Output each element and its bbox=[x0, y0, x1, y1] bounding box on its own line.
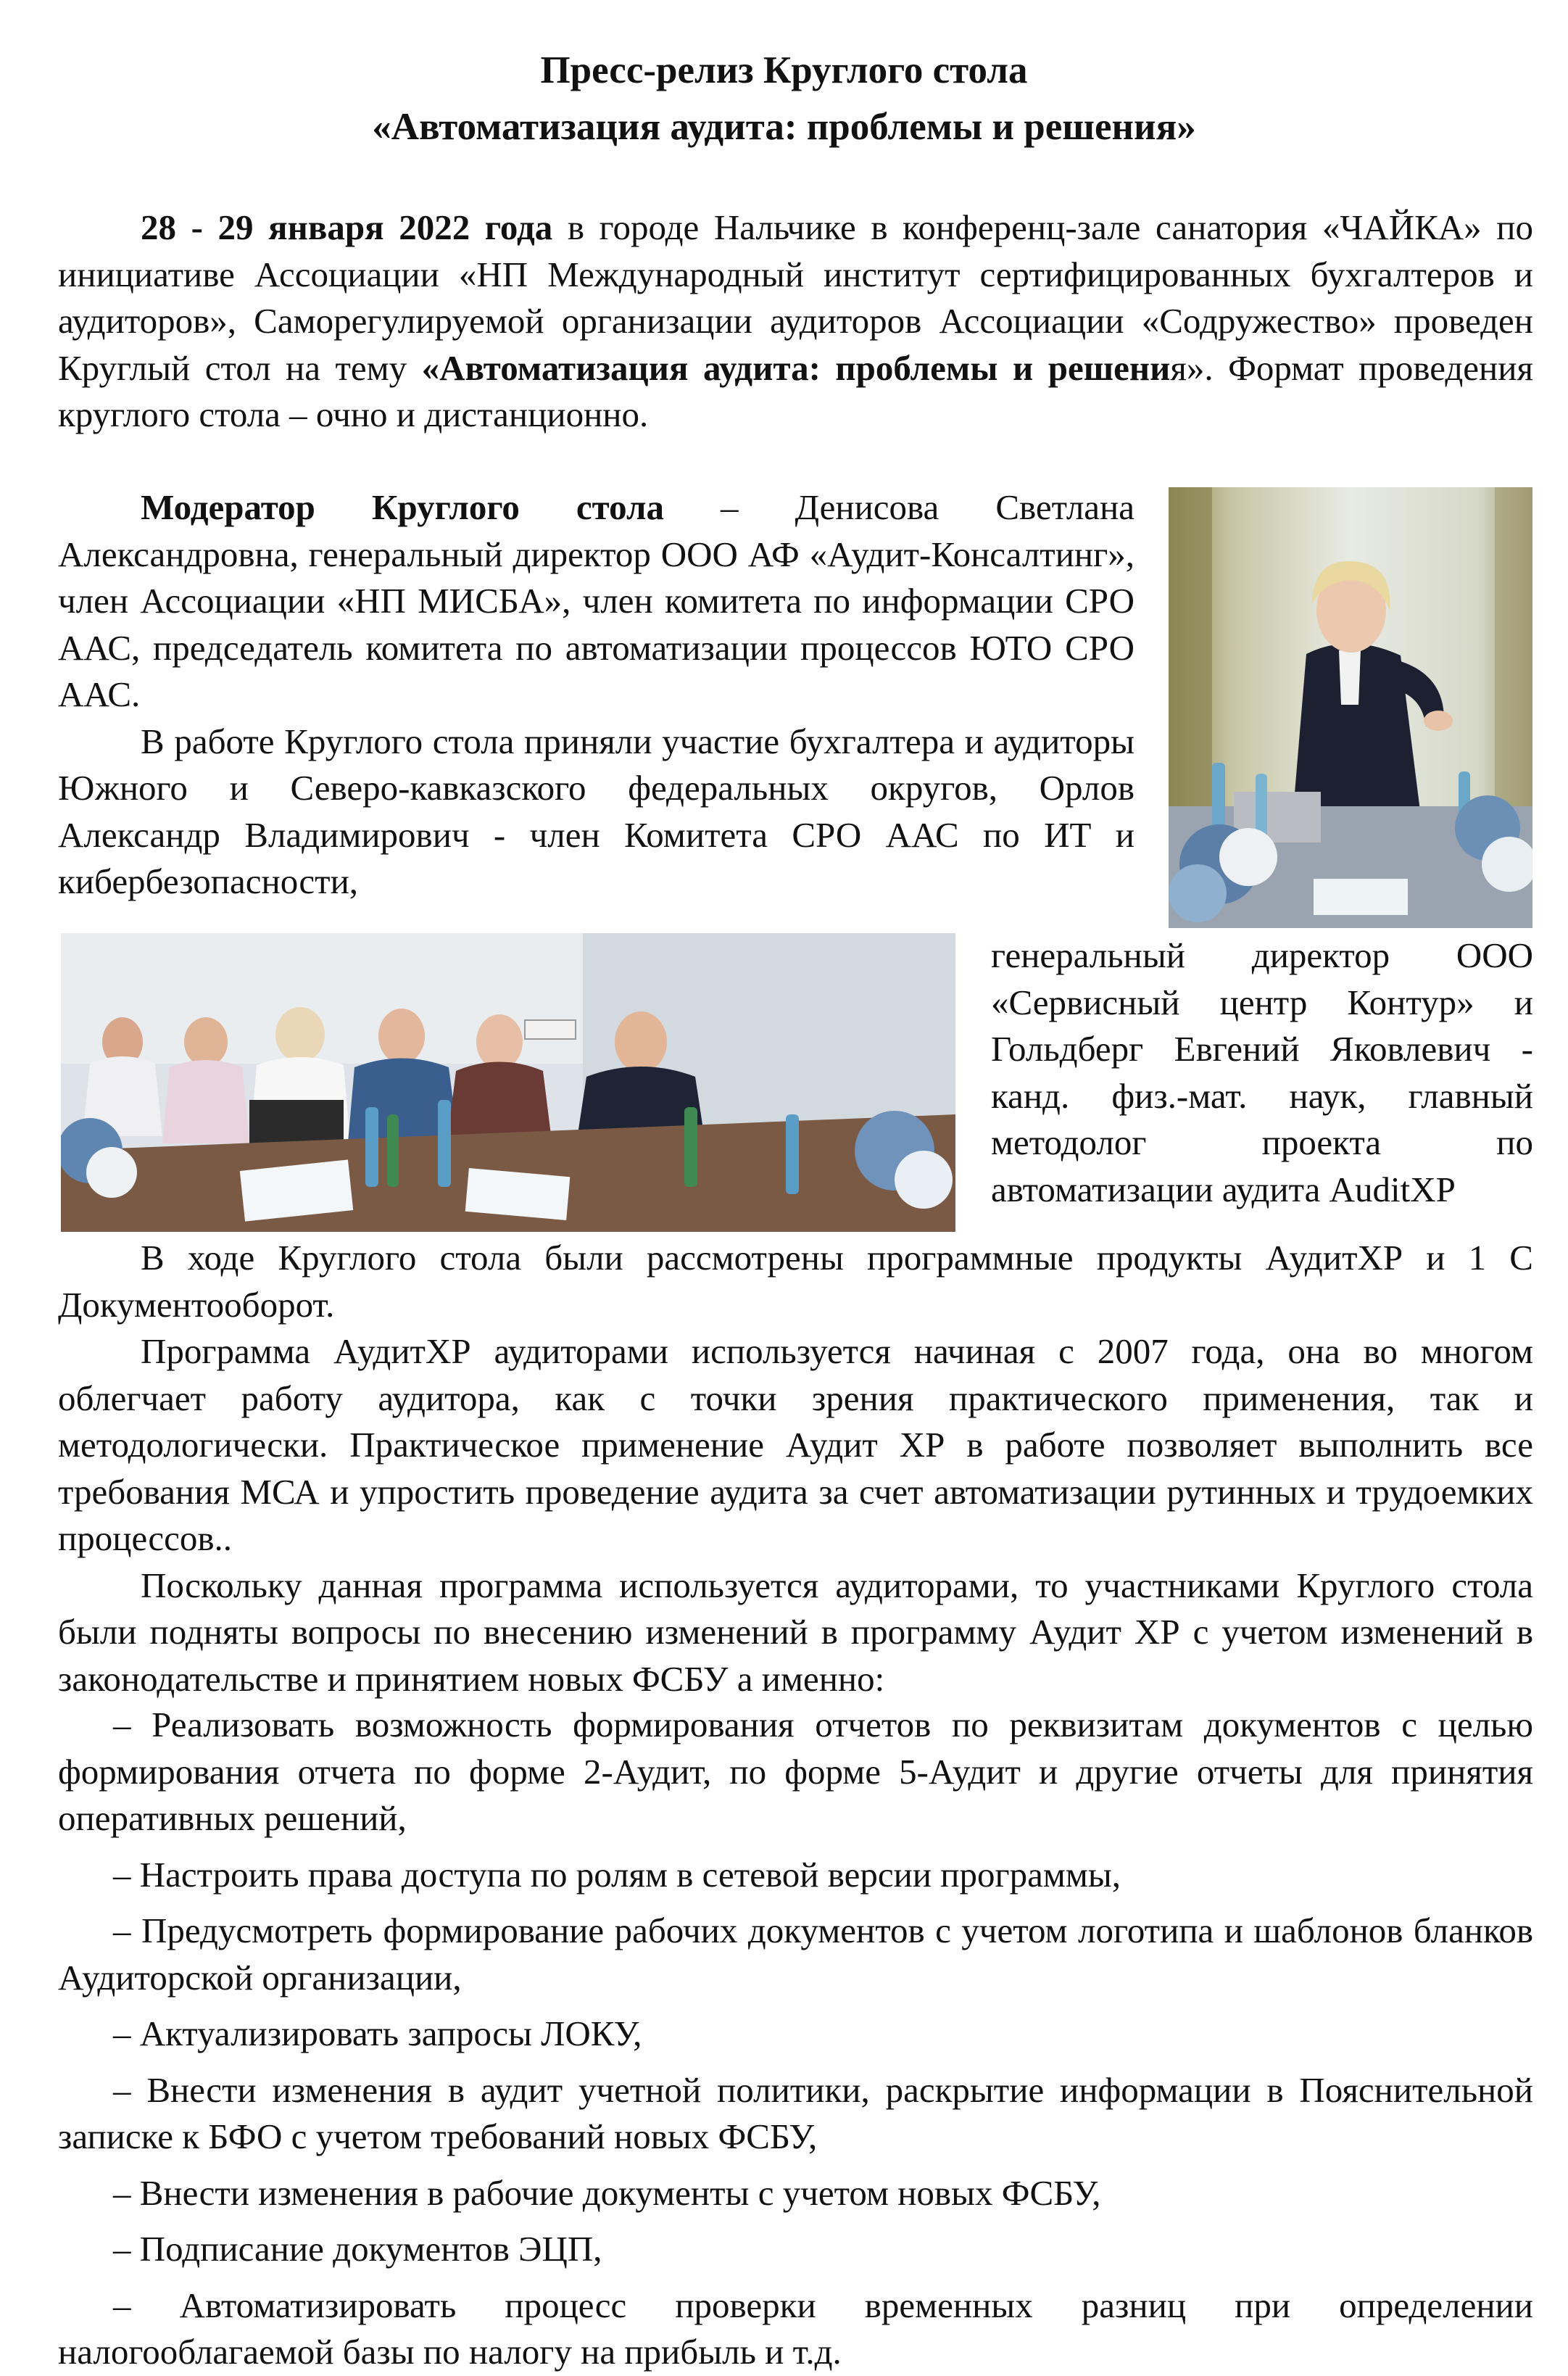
title-line-1: Пресс-релиз Круглого стола bbox=[540, 49, 1028, 91]
intro-paragraph bbox=[58, 204, 1533, 439]
event-topic: «Автоматизация аудита: проблемы и решени bbox=[421, 347, 1171, 388]
participants-text-b-block bbox=[991, 932, 1533, 1213]
title-line-2: «Автоматизация аудита: проблемы и решения» bbox=[372, 106, 1196, 148]
body-text bbox=[58, 1235, 1533, 1702]
event-dates: 28 - 29 января 2022 года bbox=[141, 207, 553, 247]
page-title bbox=[0, 42, 1568, 155]
list-item: – Подписание документов ЭЦП, bbox=[113, 2229, 602, 2269]
requirements-list bbox=[58, 1702, 1533, 2376]
list-item: – Внести изменения в аудит учетной политики, раскрытие информации в Пояснительной записке к БФО с учетом требований новых ФСБУ, bbox=[58, 2069, 1533, 2156]
list-item: – Внести изменения в рабочие документы с учетом новых ФСБУ, bbox=[113, 2172, 1101, 2213]
body-paragraph-1: В ходе Круглого стола были рассмотрены программные продукты АудитХР и 1 С Документооборот. bbox=[58, 1238, 1533, 1325]
list-item: – Настроить права доступа по ролям в сетевой версии программы, bbox=[113, 1854, 1121, 1895]
body-paragraph-3: Поскольку данная программа используется аудиторами, то участниками Круглого стола были подняты вопросы по внесению изменений в программу Аудит ХР с учетом изменений в законодательстве и принятием новых ФСБУ а именно: bbox=[58, 1565, 1533, 1699]
list-item: – Автоматизировать процесс проверки временных разниц при определении налогооблагаемой базы по налогу на прибыль и т.д. bbox=[58, 2285, 1533, 2372]
participants-text-a: В работе Круглого стола приняли участие бухгалтера и аудиторы Южного и Северо-кавказского федеральных округов, Орлов Александр Владимирович - член Комитета СРО ААС по ИТ и кибербезопасности, bbox=[58, 721, 1134, 901]
list-item: – Предусмотреть формирование рабочих документов с учетом логотипа и шаблонов бланков Аудиторской организации, bbox=[58, 1911, 1533, 1998]
moderator-text: – Денисова Светлана Александровна, генеральный директор ООО АФ «Аудит-Консалтинг», член Ассоциации «НП МИСБА», член комитета по информации СРО ААС, председатель комитета по автоматизации процессов ЮТО СРО ААС. bbox=[58, 487, 1134, 714]
moderator-paragraph bbox=[58, 484, 1134, 906]
moderator-photo bbox=[1169, 487, 1532, 928]
list-item: – Актуализировать запросы ЛОКУ, bbox=[113, 2013, 642, 2053]
body-paragraph-2: Программа АудитХР аудиторами используется начиная с 2007 года, она во многом облегчает работу аудитора, как с точки зрения практического применения, так и методологически. Практическое применение Аудит ХР в работе позволяет выполнить все требования МСА и упростить проведение аудита за счет автоматизации рутинных и трудоемких процессов.. bbox=[58, 1331, 1533, 1558]
participants-text-b: генеральный директор ООО «Сервисный центр Контур» и Гольдберг Евгений Яковлевич - канд. физ.-мат. наук, главный методолог проекта по автоматизации аудита AuditXP bbox=[991, 935, 1533, 1209]
intro-text-1: в городе Нальчике в конференц-зале санатория «ЧАЙКА» по инициативе Ассоциации «НП Международный институт сертифицированных бухгалтеров и аудиторов», Саморегулируемой организации аудиторов Ассоциации «Содружество» проведен Круглый стол на тему bbox=[58, 207, 1533, 388]
roundtable-photo bbox=[61, 933, 955, 1232]
list-item: – Реализовать возможность формирования отчетов по реквизитам документов с целью формирования отчета по форме 2-Аудит, по форме 5-Аудит и другие отчеты для принятия оперативных решений, bbox=[58, 1705, 1533, 1838]
intro-text-2: я». Формат проведения круглого стола – очно и дистанционно. bbox=[58, 347, 1533, 434]
moderator-label: Модератор Круглого стола bbox=[141, 487, 664, 527]
